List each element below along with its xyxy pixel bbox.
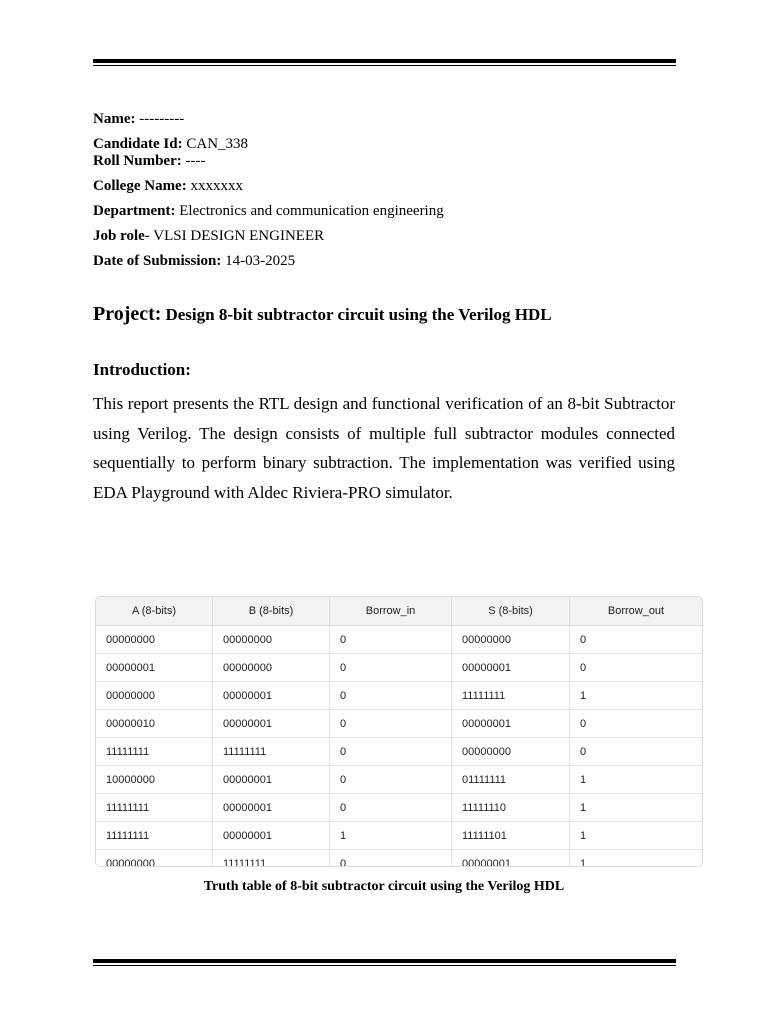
table-header-row [96,597,702,626]
table-row [96,738,702,766]
table-row [96,626,702,654]
table-cell: 00000001 [213,682,330,710]
table-cell: 11111111 [213,738,330,766]
table-cell: 11111111 [96,738,213,766]
table-cell: 00000000 [452,626,570,654]
table-cell: 00000001 [213,822,330,850]
table-cell: 01111111 [452,766,570,794]
table-row [96,794,702,822]
footer-rule [93,959,676,966]
table-cell: 0 [330,682,452,710]
table-cell: 0 [570,654,703,682]
table-cell: 00000000 [213,626,330,654]
project-title: Design 8-bit subtractor circuit using the Verilog HDL [165,305,552,324]
table-cell: 00000001 [213,794,330,822]
table-row [96,850,702,868]
name-line: Name: --------- [93,111,185,127]
table-cell: 0 [570,710,703,738]
table-caption: Truth table of 8-bit subtractor circuit using the Verilog HDL [203,879,565,894]
truth-table [95,596,703,867]
header-s: S (8-bits) [452,597,570,626]
job-role-line: Job role- VLSI DESIGN ENGINEER [93,228,325,244]
table-row [96,654,702,682]
table-cell: 00000001 [452,850,570,868]
table-cell: 11111111 [452,682,570,710]
header-a: A (8-bits) [96,597,213,626]
table-row [96,766,702,794]
header-borrow-out: Borrow_out [570,597,703,626]
table-cell: 1 [570,794,703,822]
table-cell: 1 [580,857,587,867]
candidate-info [93,111,676,270]
roll-number-line: Roll Number: ---- [93,153,206,169]
table-cell: 11111111 [96,794,213,822]
table-cell: 0 [330,766,452,794]
project-label: Project: [93,303,162,325]
header-rule [93,59,676,66]
table-cell: 00000001 [452,654,570,682]
table-cell: 0 [330,654,452,682]
header-borrow-in: Borrow_in [330,597,452,626]
table-row [96,710,702,738]
table-cell: 0 [330,794,452,822]
table-row [96,682,702,710]
project-heading [93,303,693,326]
table-cell: 11111101 [452,822,570,850]
table-cell: 00000000 [96,626,213,654]
table-cell: 1 [570,822,703,850]
table-cell: 0 [330,626,452,654]
table-cell: 10000000 [96,766,213,794]
table-cell: 00000001 [213,710,330,738]
table-cell: 00000010 [96,710,213,738]
table-cell: 00000001 [96,654,213,682]
table-cell: 00000000 [96,682,213,710]
table-cell: 11111111 [96,822,213,850]
table-cell: 11111110 [452,794,570,822]
table-cell: 11111111 [213,850,330,868]
introduction-heading: Introduction: [93,360,191,379]
table-cell: 00000001 [452,710,570,738]
department-line: Department: Electronics and communication engineering [93,203,444,219]
table-cell: 00000000 [213,654,330,682]
table-cell: 00000000 [452,738,570,766]
table-cell: 0 [570,626,703,654]
table-cell: 1 [330,822,452,850]
college-name-line: College Name: xxxxxxx [93,178,243,194]
table-cell: 1 [570,682,703,710]
table-cell: 0 [330,710,452,738]
introduction-paragraph: This report presents the RTL design and functional verification of an 8-bit Subtractor using Verilog. The design consists of multiple full subtractor modules connected sequentially to perform binary subtraction. The implementation was verified using EDA Playground with Aldec Riviera-PRO simulator. [93,394,675,502]
table-cell: 0 [330,738,452,766]
table-cell: 1 [570,766,703,794]
table-cell: 0 [330,850,452,868]
table-cell: 00000001 [213,766,330,794]
table-cell: 00000000 [96,850,213,868]
submission-date-line: Date of Submission: 14-03-2025 [93,253,296,269]
table-cell: 0 [570,738,703,766]
candidate-id-line: Candidate Id: CAN_338 [93,136,249,152]
header-b: B (8-bits) [213,597,330,626]
table-row [96,822,702,850]
